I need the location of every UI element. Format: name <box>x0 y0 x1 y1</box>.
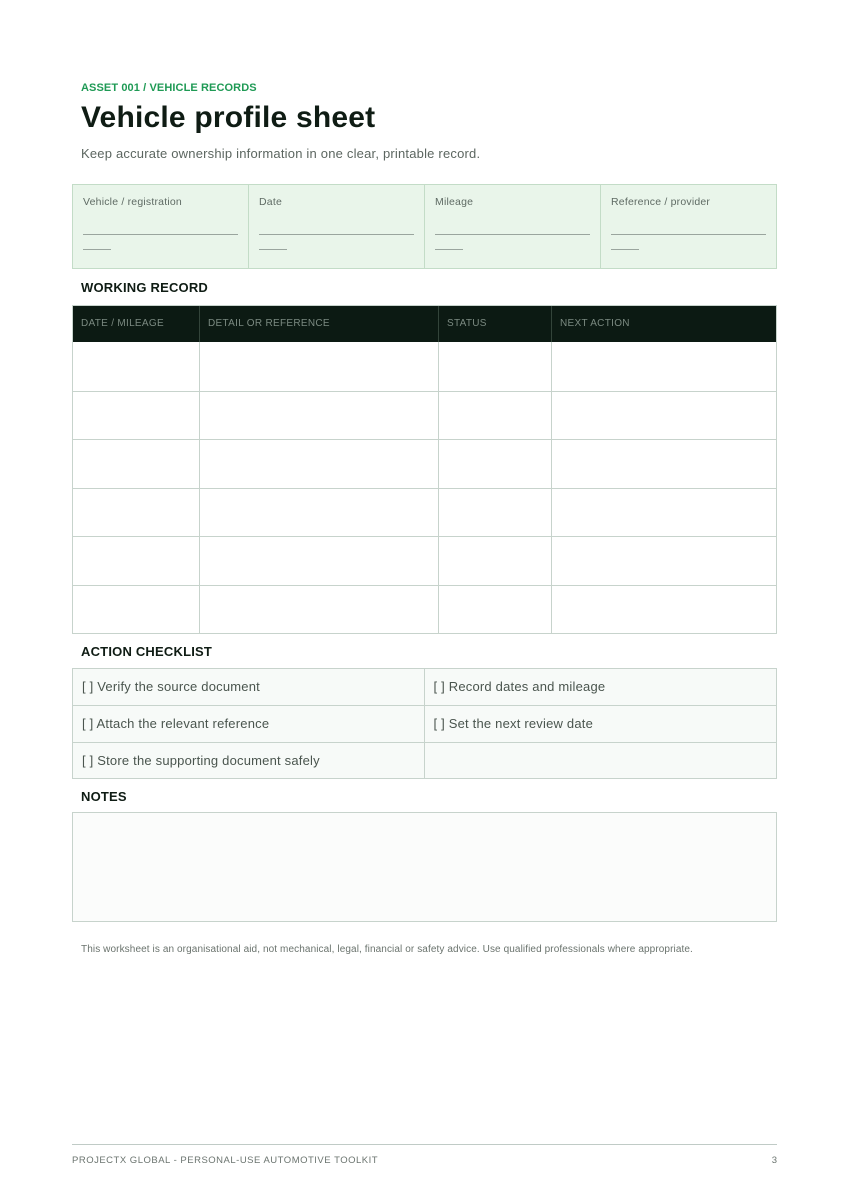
notes-heading: NOTES <box>81 789 127 804</box>
footer-divider <box>72 1144 777 1145</box>
working-record-table <box>72 305 777 634</box>
notes-box[interactable] <box>72 812 777 922</box>
checklist-item-store-document[interactable]: [ ] Store the supporting document safely <box>73 743 425 778</box>
table-row <box>73 488 776 537</box>
table-cell[interactable] <box>200 537 439 585</box>
table-cell[interactable] <box>552 440 776 488</box>
column-header-next-action: NEXT ACTION <box>560 318 630 329</box>
table-cell[interactable] <box>73 489 200 537</box>
info-field-vehicle-registration[interactable] <box>73 185 249 268</box>
checklist-item-attach-reference[interactable]: [ ] Attach the relevant reference <box>73 706 425 741</box>
column-header-detail-reference: DETAIL OR REFERENCE <box>200 306 439 342</box>
table-cell[interactable] <box>439 342 552 391</box>
info-field-label: Date <box>259 196 282 208</box>
vehicle-info-grid <box>72 184 777 269</box>
table-cell[interactable] <box>200 440 439 488</box>
table-row <box>73 585 776 634</box>
table-cell[interactable] <box>200 489 439 537</box>
checklist-item-verify-source[interactable]: [ ] Verify the source document <box>73 669 425 705</box>
checklist-row <box>73 742 776 778</box>
fill-in-line <box>435 249 463 250</box>
info-field-label: Vehicle / registration <box>83 196 182 208</box>
table-cell[interactable] <box>73 392 200 440</box>
table-cell[interactable] <box>552 392 776 440</box>
table-cell[interactable] <box>439 489 552 537</box>
fill-in-line <box>259 234 414 235</box>
table-cell[interactable] <box>552 342 776 391</box>
table-cell[interactable] <box>200 586 439 634</box>
table-cell[interactable] <box>552 537 776 585</box>
table-row <box>73 439 776 488</box>
column-header-status: STATUS <box>439 306 552 342</box>
table-cell[interactable] <box>552 586 776 634</box>
page-title: Vehicle profile sheet <box>81 101 376 134</box>
fill-in-line <box>259 249 287 250</box>
column-header-date-mileage: DATE / MILEAGE <box>73 306 200 342</box>
fill-in-line <box>83 249 111 250</box>
page-subtitle: Keep accurate ownership information in one clear, printable record. <box>81 146 481 161</box>
checklist-row <box>73 669 776 705</box>
info-field-mileage[interactable] <box>425 185 601 268</box>
table-cell[interactable] <box>73 440 200 488</box>
fill-in-line <box>435 234 590 235</box>
table-cell[interactable] <box>439 586 552 634</box>
table-cell[interactable] <box>200 392 439 440</box>
info-field-date[interactable] <box>249 185 425 268</box>
table-header-row <box>73 306 776 342</box>
checklist-item-empty <box>425 743 777 778</box>
info-field-label: Mileage <box>435 196 474 208</box>
info-field-label: Reference / provider <box>611 196 711 208</box>
table-row <box>73 536 776 585</box>
fill-in-line <box>83 234 238 235</box>
fill-in-line <box>611 234 766 235</box>
working-record-heading: WORKING RECORD <box>81 280 209 295</box>
table-cell[interactable] <box>439 392 552 440</box>
info-field-reference-provider[interactable] <box>601 185 776 268</box>
action-checklist-heading: ACTION CHECKLIST <box>81 644 213 659</box>
table-cell[interactable] <box>200 342 439 391</box>
table-body <box>73 342 776 633</box>
table-cell[interactable] <box>73 537 200 585</box>
table-row <box>73 342 776 391</box>
checklist-row <box>73 705 776 741</box>
disclaimer-text: This worksheet is an organisational aid, not mechanical, legal, financial or safety advice. Use qualified professionals where appropriate. <box>81 944 693 955</box>
footer-toolkit-name: PROJECTX GLOBAL - PERSONAL-USE AUTOMOTIVE TOOLKIT <box>72 1155 379 1166</box>
checklist-item-record-dates[interactable]: [ ] Record dates and mileage <box>433 679 606 694</box>
fill-in-line <box>611 249 639 250</box>
page-number: 3 <box>771 1155 777 1166</box>
action-checklist <box>72 668 777 779</box>
section-eyebrow: ASSET 001 / VEHICLE RECORDS <box>81 82 257 94</box>
table-cell[interactable] <box>73 342 200 391</box>
table-row <box>73 391 776 440</box>
table-cell[interactable] <box>439 440 552 488</box>
table-cell[interactable] <box>73 586 200 634</box>
table-cell[interactable] <box>439 537 552 585</box>
table-cell[interactable] <box>552 489 776 537</box>
checklist-item-set-review-date[interactable]: [ ] Set the next review date <box>433 716 594 732</box>
